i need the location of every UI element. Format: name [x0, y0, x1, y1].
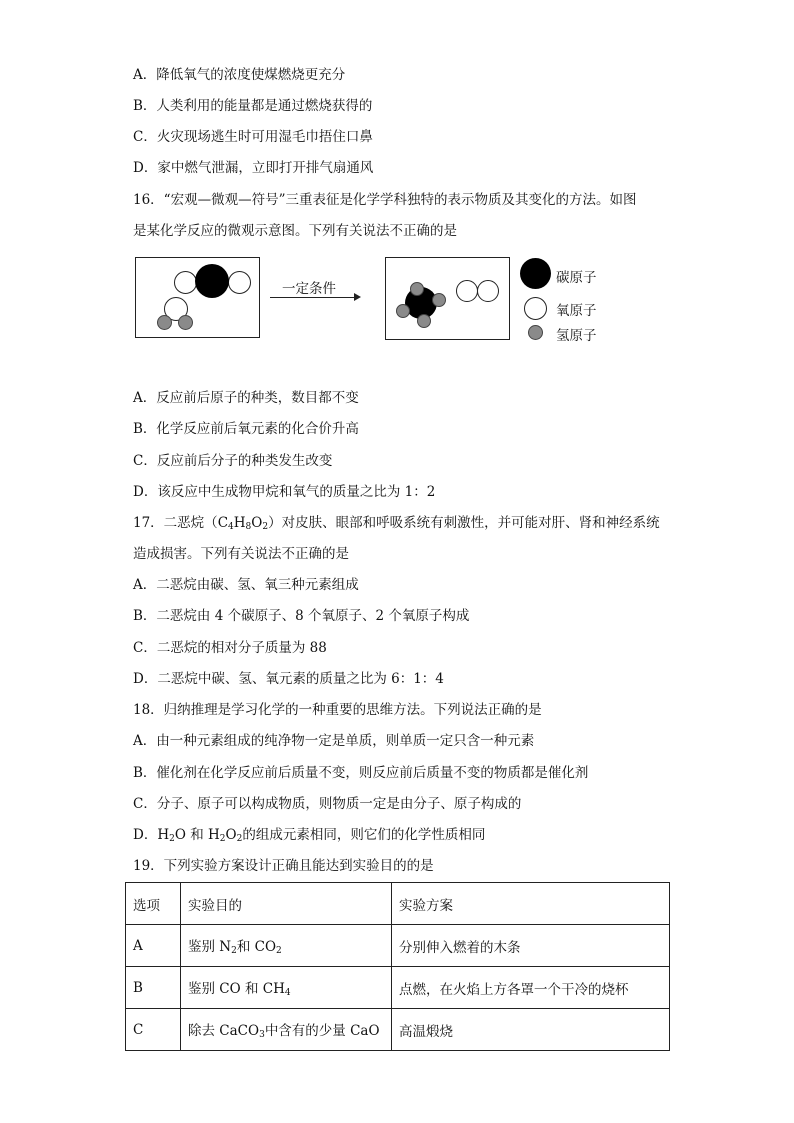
q18-d-sub3: 2: [236, 834, 243, 844]
row-purpose: [181, 1009, 392, 1051]
formula-c-sub: 4: [228, 522, 234, 532]
reaction-condition: 一定条件: [282, 281, 336, 297]
q18-d-sub1: 2: [169, 834, 175, 844]
hydrogen-atom: [157, 315, 172, 330]
purpose-text: 中含有的少量 CaO: [264, 1023, 380, 1039]
q18-d-post: 的组成元素相同，则它们的化学性质相同: [242, 827, 486, 843]
formula-c: C: [217, 515, 229, 531]
hydrogen-atom: [417, 314, 431, 328]
hydrogen-atom: [432, 293, 446, 307]
formula-o: O: [251, 515, 263, 531]
row-plan: 高温煅烧: [392, 1009, 670, 1051]
q18-option-c: C．分子、原子可以构成物质，则物质一定是由分子、原子构成的: [133, 796, 522, 812]
oxygen-atom: [477, 280, 499, 302]
q16-option-b: B．化学反应前后氧元素的化合价升高: [133, 421, 359, 437]
formula-o-sub: 2: [262, 522, 269, 532]
products-box: [385, 257, 510, 340]
q18-d-mid2: O: [225, 827, 237, 843]
legend-oxygen-icon: [524, 297, 547, 320]
header-plan: 实验方案: [392, 883, 670, 925]
q15-option-d: D．家中燃气泄漏，立即打开排气扇通风: [133, 160, 374, 176]
q17-option-a: A．二恶烷由碳、氢、氧三种元素组成: [133, 577, 359, 593]
header-option: 选项: [126, 883, 181, 925]
oxygen-atom: [174, 271, 197, 294]
header-purpose: 实验目的: [181, 883, 392, 925]
oxygen-atom: [228, 271, 251, 294]
q17-stem-line2: 造成损害。下列有关说法不正确的是: [133, 546, 349, 562]
q15-option-a: A．降低氧气的浓度使煤燃烧更充分: [133, 67, 346, 83]
purpose-text: 鉴别 CO 和 CH: [188, 981, 285, 997]
q19-stem: 19．下列实验方案设计正确且能达到实验目的的是: [133, 858, 434, 874]
q16-stem-line1: 16．“宏观—微观—符号”三重表征是化学学科独特的表示物质及其变化的方法。如图: [133, 192, 637, 208]
table-header-row: [126, 883, 670, 925]
reaction-arrow: [270, 297, 358, 298]
row-option: A: [126, 925, 181, 967]
carbon-atom: [195, 264, 229, 298]
experiment-table: [125, 882, 670, 1051]
legend-hydrogen-icon: [528, 325, 543, 340]
row-purpose: [181, 967, 392, 1009]
table-row: [126, 925, 670, 967]
purpose-text: 除去 CaCO: [188, 1023, 260, 1039]
hydrogen-atom: [396, 304, 410, 318]
q16-option-c: C．反应前后分子的种类发生改变: [133, 453, 333, 469]
table-row: [126, 1009, 670, 1051]
purpose-text: 鉴别 N: [188, 939, 232, 955]
row-plan: 分别伸入燃着的木条: [392, 925, 670, 967]
hydrogen-atom: [410, 282, 424, 296]
q17-stem-line1: [133, 514, 660, 536]
purpose-sub: 3: [259, 1030, 265, 1040]
oxygen-atom: [456, 280, 478, 302]
row-option: B: [126, 967, 181, 1009]
table-row: [126, 967, 670, 1009]
purpose-text: 和 CO: [236, 939, 277, 955]
q18-option-b: B．催化剂在化学反应前后质量不变，则反应前后质量不变的物质都是催化剂: [133, 765, 589, 781]
hydrogen-atom: [178, 315, 193, 330]
q15-option-b: B．人类利用的能量都是通过燃烧获得的: [133, 98, 373, 114]
legend-carbon-icon: [520, 258, 551, 289]
q18-option-a: A．由一种元素组成的纯净物一定是单质，则单质一定只含一种元素: [133, 733, 535, 749]
q18-stem: 18．归纳推理是学习化学的一种重要的思维方法。下列说法正确的是: [133, 702, 542, 718]
q18-d-mid1: O 和 H: [174, 827, 220, 843]
row-plan: 点燃，在火焰上方各罩一个干冷的烧杯: [392, 967, 670, 1009]
legend-oxygen-label: 氧原子: [556, 303, 597, 319]
q17-stem-pre: 17．二恶烷（: [133, 515, 218, 531]
formula-h: H: [233, 515, 246, 531]
legend-hydrogen-label: 氢原子: [556, 328, 597, 344]
row-purpose: [181, 925, 392, 967]
purpose-sub: 4: [284, 988, 291, 998]
legend-carbon-label: 碳原子: [556, 270, 597, 286]
q18-d-pre: D．H: [133, 827, 170, 843]
q16-option-a: A．反应前后原子的种类，数目都不变: [133, 390, 359, 406]
q16-option-d: D．该反应中生成物甲烷和氧气的质量之比为 1：2: [133, 484, 436, 500]
q17-stem-post: ）对皮肤、眼部和呼吸系统有刺激性，并可能对肝、肾和神经系统: [268, 515, 660, 531]
arrow-head-icon: [354, 293, 361, 301]
purpose-sub: 2: [276, 946, 282, 956]
q16-stem-line2: 是某化学反应的微观示意图。下列有关说法不正确的是: [133, 223, 457, 239]
q18-option-d: [133, 826, 485, 848]
reactants-box: [135, 257, 260, 338]
formula-h-sub: 8: [245, 522, 252, 532]
q18-d-sub2: 2: [219, 834, 226, 844]
q15-option-c: C．火灾现场逃生时可用湿毛巾捂住口鼻: [133, 129, 373, 145]
row-option: C: [126, 1009, 181, 1051]
q17-option-b: B．二恶烷由 4 个碳原子、8 个氧原子、2 个氧原子构成: [133, 608, 470, 624]
purpose-sub: 2: [231, 946, 237, 956]
q17-option-c: C．二恶烷的相对分子质量为 88: [133, 640, 327, 656]
q17-option-d: D．二恶烷中碳、氢、氧元素的质量之比为 6：1：4: [133, 671, 444, 687]
